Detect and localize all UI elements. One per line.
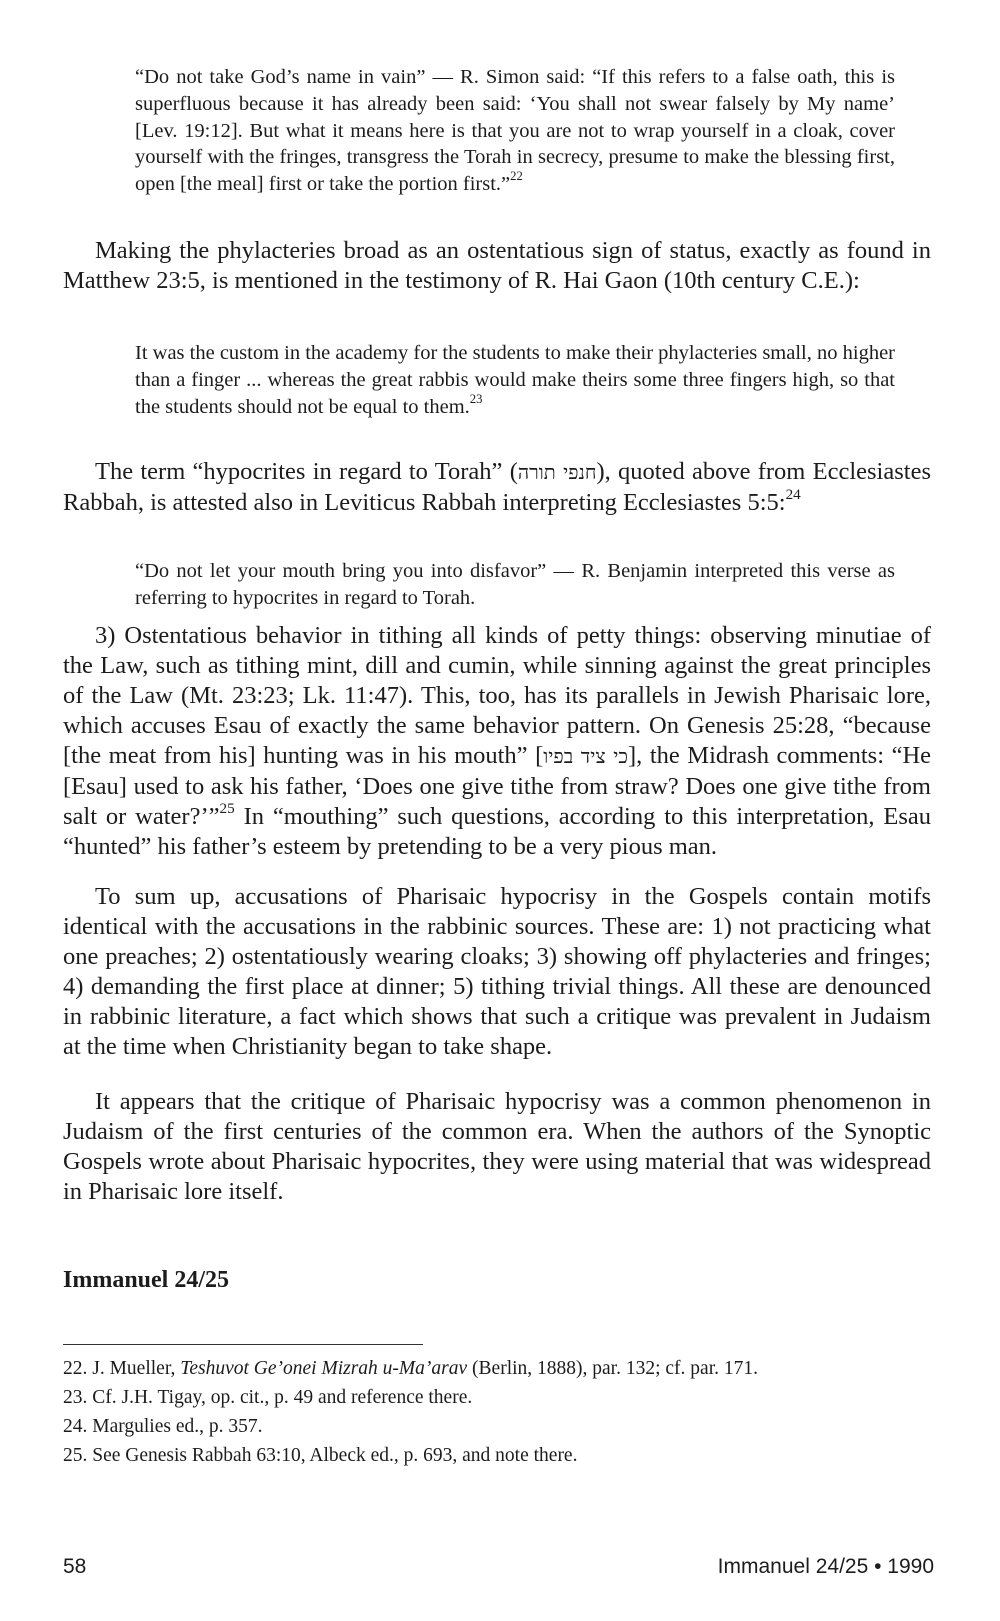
para-text: ), quoted above from Ecclesiastes Rabbah, is attested also in Leviticus Rabbah interpreting Ecclesiastes 5:5: <box>63 458 931 516</box>
footnote-ref: 24 <box>785 485 801 503</box>
paragraph-4: To sum up, accusations of Pharisaic hypocrisy in the Gospels contain motifs identical with the accusations in the rabbinic sources. These are: 1) not practicing what one preaches; 2) ostentatiously wearing cloaks; 3) showing off phylacteries and fringes; 4) demanding the first place at dinner; 5) tithing trivial things. All these are denounced in rabbinic literature, a fact which shows that such a critique was prevalent in Judaism at the time when Christianity began to take shape. <box>63 883 931 1060</box>
footnote-number: 22. <box>63 1358 88 1379</box>
footnote-25 <box>63 1444 577 1468</box>
footnote-text: J. Mueller, <box>92 1358 181 1379</box>
para-text: The term “hypocrites in regard to Torah” ( <box>95 458 518 485</box>
footnote-23 <box>63 1386 472 1410</box>
footnote-text: Cf. J.H. Tigay, op. cit., p. 49 and reference there. <box>92 1387 473 1408</box>
block-quote-3: “Do not let your mouth bring you into disfavor” — R. Benjamin interpreted this verse as referring to hypocrites in regard to Torah. <box>135 560 895 609</box>
footnote-text: (Berlin, 1888), par. 132; cf. par. 171. <box>467 1358 758 1379</box>
hebrew-term: חנפי תורה <box>517 461 597 484</box>
paragraph-3 <box>63 621 931 862</box>
publication-footer: Immanuel 24/25 • 1990 <box>717 1555 934 1578</box>
block-quote-2 <box>135 340 895 420</box>
footnote-number: 25. <box>63 1445 88 1466</box>
footnote-text: Margulies ed., p. 357. <box>92 1416 263 1437</box>
paragraph-5: It appears that the critique of Pharisaic hypocrisy was a common phenomenon in Judaism of the first centuries of the common era. When the authors of the Synoptic Gospels wrote about Pharisaic hypocrites, they were using material that was widespread in Pharisaic lore itself. <box>63 1088 931 1205</box>
footnote-ref: 25 <box>219 799 235 817</box>
footnote-number: 23. <box>63 1387 88 1408</box>
para-text: 3) Ostentatious behavior in tithing all kinds of petty things: observing minutiae of the Law, such as tithing mint, dill and cumin, while sinning against the great principles of the Law (Mt. 23:23; Lk. 11:47). This, too, has its parallels in Jewish Pharisaic lore, which accuses Esau of exactly the same behavior pattern. On Genesis 25:28, “because [the meat from his] hunting was in his mouth” [ <box>63 622 931 769</box>
paragraph-2 <box>63 457 931 518</box>
footnote-ref: 23 <box>469 391 483 406</box>
footnote-ref: 22 <box>510 169 523 184</box>
paragraph-1: Making the phylacteries broad as an ostentatious sign of status, exactly as found in Matthew 23:5, is mentioned in the testimony of R. Hai Gaon (10th century C.E.): <box>63 237 931 294</box>
para-text: In “mouthing” such questions, according to this interpretation, Esau “hunted” his father’s esteem by pretending to be a very pious man. <box>63 803 931 860</box>
page-number: 58 <box>63 1555 87 1578</box>
footnote-24 <box>63 1415 263 1439</box>
footnote-text: See Genesis Rabbah 63:10, Albeck ed., p. 693, and note there. <box>92 1445 578 1466</box>
quote-text: It was the custom in the academy for the students to make their phylacteries small, no higher than a finger ... whereas the great rabbis would make theirs some three fingers high, so that the students should not be equal to them. <box>135 342 895 418</box>
footnote-title: Teshuvot Ge’onei Mizrah u-Ma’arav <box>180 1358 468 1379</box>
footnote-divider <box>63 1344 423 1345</box>
footnote-22 <box>63 1357 758 1381</box>
journal-heading: Immanuel 24/25 <box>63 1267 230 1293</box>
quote-text: “Do not take God’s name in vain” — R. Simon said: “If this refers to a false oath, this is superfluous because it has already been said: ‘You shall not swear falsely by My name’ [Lev. 19:12]. But what it means here is that you are not to wrap yourself in a cloak, cover yourself with the fringes, transgress the Torah in secrecy, presume to make the blessing first, open [the meal] first or take the portion first.” <box>135 66 895 196</box>
hebrew-term: כי ציד בפיו <box>543 745 628 768</box>
block-quote-1 <box>135 64 895 198</box>
footnote-number: 24. <box>63 1416 88 1437</box>
para-text: ], the Midrash comments: “He [Esau] used to ask his father, ‘Does one give tithe from straw? Does one give tithe from salt or water?’” <box>63 742 932 830</box>
